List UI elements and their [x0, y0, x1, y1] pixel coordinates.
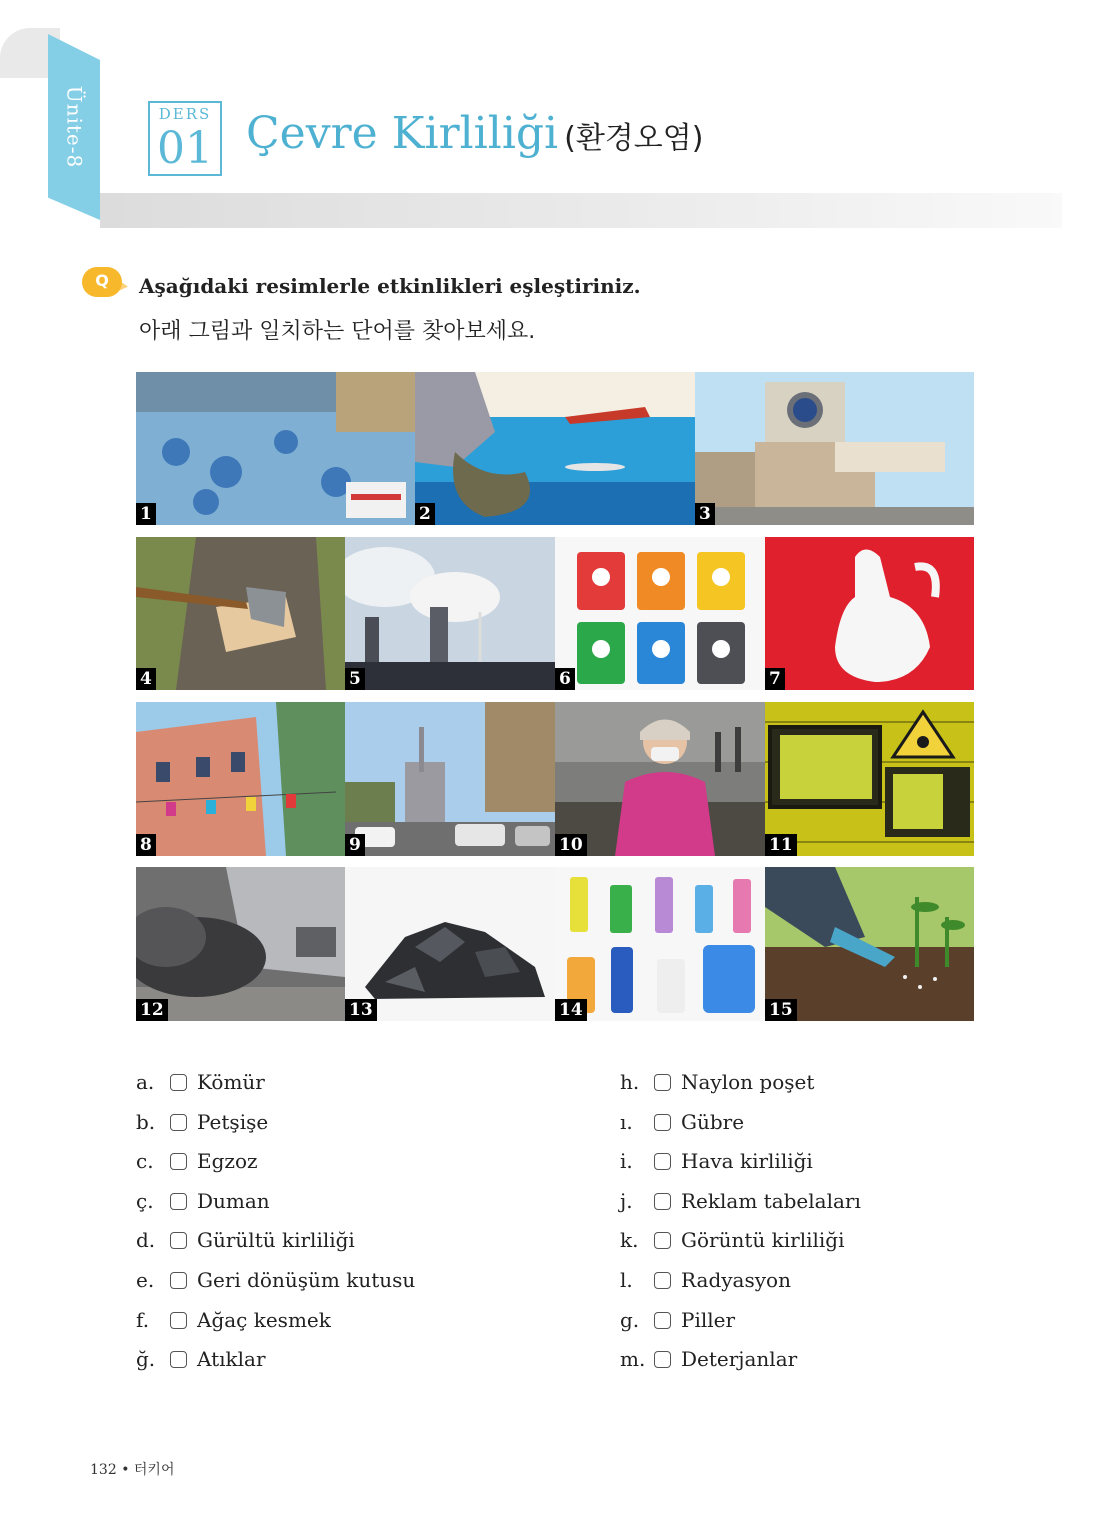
image-7-plastic-bag: [765, 537, 974, 690]
image-10-air-pollution-person: [555, 702, 765, 856]
image-1-plastic-bottles: [136, 372, 415, 525]
option-letter: ğ.: [136, 1347, 156, 1371]
question-icon: Q: [82, 267, 130, 299]
option-text: Atıklar: [197, 1347, 266, 1371]
option-letter: ç.: [136, 1189, 154, 1213]
option-j[interactable]: [620, 1186, 861, 1216]
option-g-breve[interactable]: [136, 1344, 266, 1374]
option-text: Duman: [197, 1189, 270, 1213]
answer-checkbox[interactable]: [170, 1351, 187, 1368]
option-l[interactable]: [620, 1265, 791, 1295]
image-number: 14: [555, 999, 587, 1021]
option-letter: ı.: [620, 1110, 633, 1134]
option-text: Görüntü kirliliği: [681, 1228, 845, 1252]
option-letter: j.: [620, 1189, 633, 1213]
answer-checkbox[interactable]: [654, 1114, 671, 1131]
option-text: Ağaç kesmek: [197, 1308, 331, 1332]
image-number: 13: [345, 999, 377, 1021]
option-dotless-i[interactable]: [620, 1107, 744, 1137]
image-15-fertilizer-soil: [765, 867, 974, 1021]
image-12-car-exhaust: [136, 867, 345, 1021]
image-number: 3: [695, 503, 715, 525]
image-11-radiation-screens: [765, 702, 974, 856]
image-6-recycling-bins: [555, 537, 765, 690]
option-letter: b.: [136, 1110, 156, 1134]
image-number: 11: [765, 834, 797, 856]
image-3-billboards: [695, 372, 974, 525]
option-f[interactable]: [136, 1305, 331, 1335]
image-number: 6: [555, 668, 575, 690]
unit-label: [48, 34, 100, 220]
answer-checkbox[interactable]: [170, 1153, 187, 1170]
title-ko: (환경오염): [564, 121, 704, 156]
option-letter: e.: [136, 1268, 155, 1292]
option-text: Egzoz: [197, 1149, 258, 1173]
option-letter: g.: [620, 1308, 640, 1332]
option-text: Radyasyon: [681, 1268, 791, 1292]
answer-checkbox[interactable]: [170, 1074, 187, 1091]
image-number: 2: [415, 503, 435, 525]
answer-checkbox[interactable]: [654, 1232, 671, 1249]
answer-checkbox[interactable]: [170, 1232, 187, 1249]
option-i[interactable]: [620, 1146, 813, 1176]
answer-checkbox[interactable]: [170, 1312, 187, 1329]
option-text: Petşişe: [197, 1110, 269, 1134]
footer-separator: •: [121, 1462, 130, 1478]
image-number: 7: [765, 668, 785, 690]
option-text: Gübre: [681, 1110, 745, 1134]
image-8-laundry-street: [136, 702, 345, 856]
image-number: 12: [136, 999, 168, 1021]
image-4-axe-tree: [136, 537, 345, 690]
option-letter: i.: [620, 1149, 633, 1173]
option-text: Gürültü kirliliği: [197, 1228, 355, 1252]
image-number: 5: [345, 668, 365, 690]
option-m[interactable]: [620, 1344, 797, 1374]
option-letter: h.: [620, 1070, 640, 1094]
image-number: 1: [136, 503, 156, 525]
option-letter: d.: [136, 1228, 156, 1252]
image-5-factory-smoke: [345, 537, 555, 690]
image-14-detergent-bottles: [555, 867, 765, 1021]
option-text: Piller: [681, 1308, 736, 1332]
image-number: 10: [555, 834, 587, 856]
option-d[interactable]: [136, 1225, 355, 1255]
image-9-traffic-mosque: [345, 702, 555, 856]
image-13-coal: [345, 867, 555, 1021]
unit-label-text: Ünite-8: [62, 85, 86, 169]
option-letter: c.: [136, 1149, 154, 1173]
image-number: 4: [136, 668, 156, 690]
lesson-word: DERS: [158, 105, 212, 123]
lesson-badge: [148, 101, 222, 176]
image-2-water-pollution: [415, 372, 695, 525]
image-number: 8: [136, 834, 156, 856]
option-c[interactable]: [136, 1146, 258, 1176]
answer-checkbox[interactable]: [654, 1193, 671, 1210]
answer-checkbox[interactable]: [170, 1272, 187, 1289]
option-text: Geri dönüşüm kutusu: [197, 1268, 416, 1292]
answer-checkbox[interactable]: [654, 1153, 671, 1170]
option-text: Reklam tabelaları: [681, 1189, 861, 1213]
answer-checkbox[interactable]: [170, 1114, 187, 1131]
instruction-tr: Aşağıdaki resimlerle etkinlikleri eşleştiriniz.: [139, 274, 641, 298]
option-letter: f.: [136, 1308, 150, 1332]
option-h[interactable]: [620, 1067, 814, 1097]
page-title: [246, 108, 703, 159]
answer-checkbox[interactable]: [654, 1074, 671, 1091]
option-text: Deterjanlar: [681, 1347, 798, 1371]
image-number: 9: [345, 834, 365, 856]
option-e[interactable]: [136, 1265, 415, 1295]
instruction-ko: 아래 그림과 일치하는 단어를 찾아보세요.: [139, 319, 536, 344]
lesson-number: 01: [157, 123, 213, 174]
option-b[interactable]: [136, 1107, 268, 1137]
title-tr: Çevre Kirliliği: [246, 108, 559, 159]
page-number: 132: [90, 1462, 117, 1478]
option-g[interactable]: [620, 1305, 735, 1335]
option-letter: k.: [620, 1228, 639, 1252]
option-c-cedilla[interactable]: [136, 1186, 270, 1216]
header-bar: [100, 193, 1062, 228]
option-text: Kömür: [197, 1070, 265, 1094]
answer-checkbox[interactable]: [654, 1272, 671, 1289]
option-a[interactable]: [136, 1067, 265, 1097]
option-text: Hava kirliliği: [681, 1149, 813, 1173]
answer-checkbox[interactable]: [654, 1312, 671, 1329]
page-footer: [90, 1459, 174, 1479]
option-k[interactable]: [620, 1225, 844, 1255]
option-letter: l.: [620, 1268, 633, 1292]
option-letter: m.: [620, 1347, 646, 1371]
image-number: 15: [765, 999, 797, 1021]
answer-checkbox[interactable]: [654, 1351, 671, 1368]
option-text: Naylon poşet: [681, 1070, 815, 1094]
answer-checkbox[interactable]: [170, 1193, 187, 1210]
option-letter: a.: [136, 1070, 155, 1094]
book-title: 터키어: [133, 1462, 175, 1478]
